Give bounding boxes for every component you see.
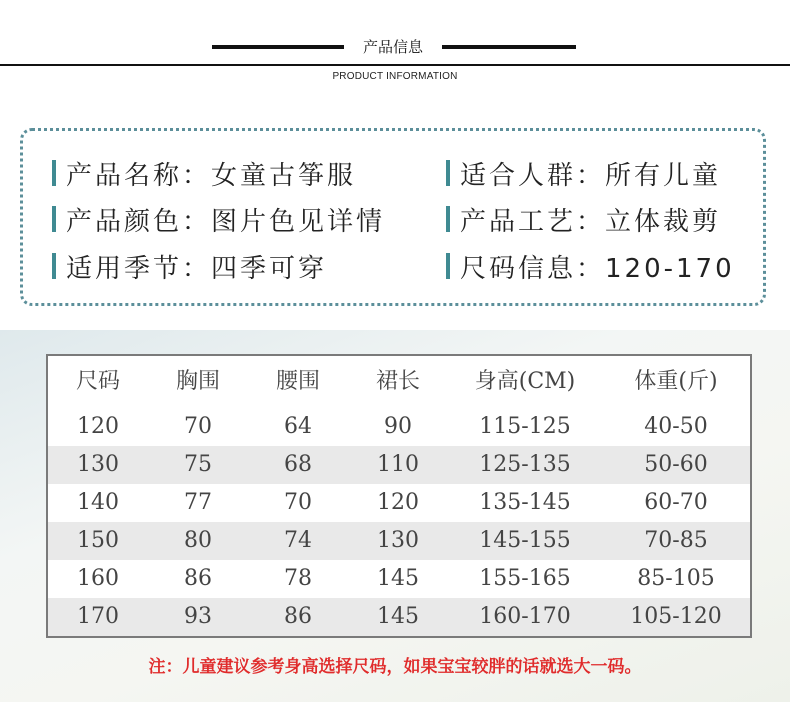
table-cell: 80: [184, 528, 212, 553]
table-row: [48, 484, 750, 522]
table-cell: 130: [77, 452, 119, 477]
table-cell: 130: [377, 528, 419, 553]
table-row: [48, 522, 750, 560]
table-cell: 105-120: [630, 604, 722, 629]
table-cell: 140: [77, 490, 119, 515]
info-marker: [52, 206, 56, 232]
table-cell: 70: [284, 490, 312, 515]
info-marker: [52, 160, 56, 186]
section-title: 产品信息: [362, 38, 423, 56]
column-header: 裙长: [375, 369, 420, 394]
size-advice-note: 注：儿童建议参考身高选择尺码，如果宝宝较胖的话就选大一码。: [148, 657, 642, 677]
info-text: 适合人群：所有儿童: [460, 160, 722, 191]
table-cell: 125-135: [479, 452, 571, 477]
table-cell: 110: [377, 452, 419, 477]
table-cell: 160: [77, 566, 119, 591]
table-cell: 77: [184, 490, 212, 515]
section-header: [0, 0, 790, 100]
header-line-left: [212, 45, 344, 49]
table-row: [48, 446, 750, 484]
size-table: [46, 354, 752, 638]
info-marker: [52, 253, 56, 279]
info-text: 尺码信息：120-170: [460, 253, 735, 284]
table-cell: 150: [77, 528, 119, 553]
column-header: 尺码: [75, 369, 120, 394]
table-cell: 160-170: [479, 604, 571, 629]
table-cell: 120: [77, 414, 119, 439]
table-cell: 68: [284, 452, 312, 477]
table-cell: 90: [384, 414, 412, 439]
table-cell: 70: [184, 414, 212, 439]
info-item-craft: [446, 202, 721, 236]
table-cell: 155-165: [479, 566, 571, 591]
header-line-right: [442, 45, 576, 49]
column-header: 身高(CM): [474, 369, 576, 394]
table-cell: 145-155: [479, 528, 571, 553]
info-item-audience: [446, 156, 721, 190]
table-cell: 85-105: [637, 566, 715, 591]
table-cell: 40-50: [644, 414, 708, 439]
section-subtitle: PRODUCT INFORMATION: [332, 71, 458, 82]
info-marker: [446, 253, 450, 279]
table-cell: 115-125: [479, 414, 571, 439]
table-cell: 70-85: [644, 528, 708, 553]
table-cell: 64: [284, 414, 312, 439]
table-cell: 145: [377, 566, 419, 591]
header-rule: [0, 64, 790, 66]
table-cell: 86: [284, 604, 312, 629]
info-marker: [446, 206, 450, 232]
column-header: 腰围: [275, 369, 320, 394]
info-text: 产品名称：女童古筝服: [66, 160, 357, 191]
table-row: [48, 408, 750, 446]
column-header: 胸围: [175, 369, 220, 394]
table-cell: 135-145: [479, 490, 571, 515]
info-item-color: [52, 202, 385, 236]
info-marker: [446, 160, 450, 186]
table-cell: 170: [77, 604, 119, 629]
table-cell: 120: [377, 490, 419, 515]
table-cell: 74: [284, 528, 312, 553]
column-header: 体重(斤): [634, 369, 718, 394]
info-text: 产品工艺：立体裁剪: [460, 206, 722, 237]
table-row: [48, 560, 750, 598]
table-row: [48, 598, 750, 636]
table-cell: 86: [184, 566, 212, 591]
table-cell: 75: [184, 452, 212, 477]
info-text: 产品颜色：图片色见详情: [66, 206, 386, 237]
info-item-size: [446, 249, 735, 283]
table-cell: 78: [284, 566, 312, 591]
table-cell: 50-60: [644, 452, 708, 477]
table-cell: 93: [184, 604, 212, 629]
table-cell: 145: [377, 604, 419, 629]
table-header-row: [48, 356, 750, 408]
info-item-name: [52, 156, 356, 190]
info-item-season: [52, 249, 327, 283]
info-text: 适用季节：四季可穿: [66, 253, 328, 284]
table-cell: 60-70: [644, 490, 708, 515]
